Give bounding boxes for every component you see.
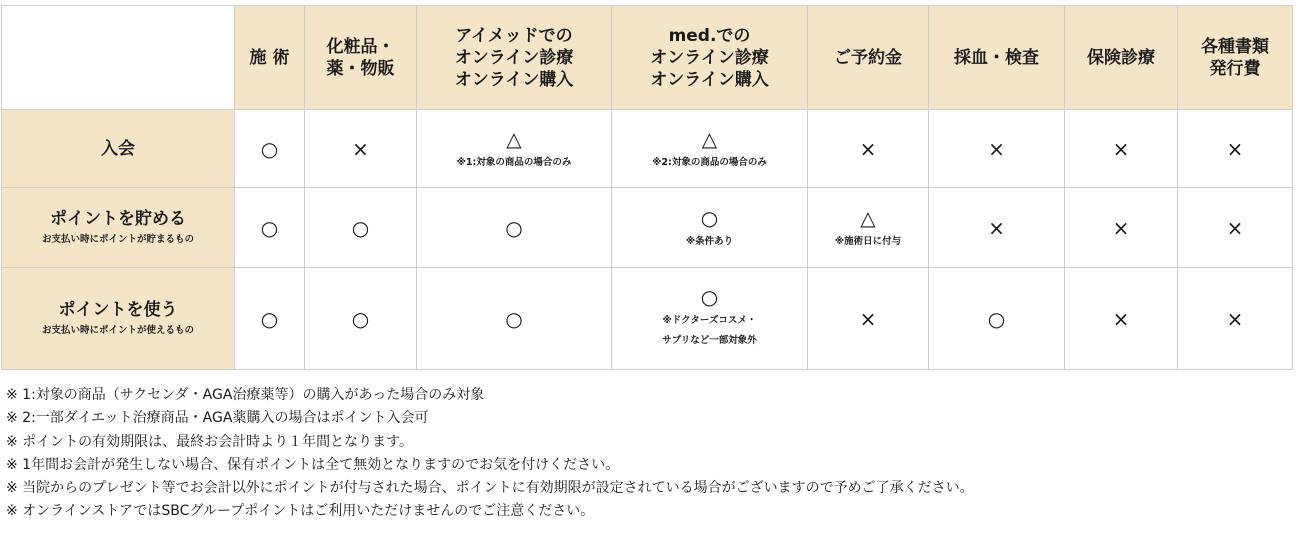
mark: ○ — [987, 306, 1006, 331]
mark: ○ — [505, 215, 523, 240]
row-header — [2, 110, 235, 188]
footnote: ※ 当院からのプレゼント等でお会計以外にポイントが付与された場合、ポイントに有効期限が設定されている場合がございますので予めご了承ください。 — [6, 480, 974, 497]
mark: × — [988, 136, 1005, 161]
mark: △ — [860, 205, 876, 230]
row-header — [2, 188, 235, 268]
mark: ○ — [505, 306, 523, 331]
table-cell — [612, 188, 808, 268]
col-label: 保険診療 — [1087, 47, 1155, 68]
table-cell — [417, 268, 612, 370]
footnote: ※ 2:一部ダイエット治療商品・AGA薬購入の場合はポイント入会可 — [6, 410, 429, 427]
footnotes — [6, 384, 1296, 524]
col-label: 各種書類 発行費 — [1201, 36, 1269, 79]
col-label: med.での オンライン診療 オンライン購入 — [650, 25, 769, 90]
mark: × — [988, 215, 1005, 240]
table-cell — [1178, 268, 1293, 370]
col-header-treatment — [235, 6, 305, 110]
mark: × — [1226, 136, 1244, 161]
table-row-earn-points — [2, 188, 1293, 268]
mark: ○ — [700, 205, 719, 230]
cell-note: ※1:対象の商品の場合のみ — [456, 156, 572, 168]
cell-note: ※施術日に付与 — [834, 235, 902, 247]
table-cell — [929, 110, 1065, 188]
col-header-imed-online — [417, 6, 612, 110]
mark: △ — [701, 126, 718, 151]
col-header-cosmetics — [305, 6, 417, 110]
table-cell — [1065, 268, 1178, 370]
cell-note: ※ドクターズコスメ・ — [662, 314, 757, 326]
col-header-documents — [1178, 6, 1293, 110]
table-cell — [305, 110, 417, 188]
row-label: ポイントを貯める — [50, 208, 186, 229]
row-sublabel: お支払い時にポイントが使えるもの — [41, 324, 194, 336]
table-cell — [417, 110, 612, 188]
table-row-join — [2, 110, 1293, 188]
mark: ○ — [260, 136, 279, 161]
mark: × — [1226, 306, 1244, 331]
table-cell — [808, 188, 929, 268]
row-label: ポイントを使う — [58, 299, 178, 320]
mark: × — [859, 136, 877, 161]
col-label: 採血・検査 — [954, 47, 1039, 68]
table-cell — [808, 268, 929, 370]
table-cell — [1065, 188, 1178, 268]
footnote: ※ オンラインストアではSBCグループポイントはご利用いただけませんのでご注意ください。 — [6, 503, 595, 520]
col-label: ご予約金 — [834, 47, 902, 68]
table-cell — [305, 188, 417, 268]
table-cell — [1178, 110, 1293, 188]
col-label: アイメッドでの オンライン診療 オンライン購入 — [454, 25, 574, 90]
table-cell — [417, 188, 612, 268]
mark: ○ — [700, 284, 719, 309]
row-sublabel: お支払い時にポイントが貯まるもの — [41, 233, 194, 245]
row-label: 入会 — [101, 138, 135, 159]
footnote: ※ 1:対象の商品（サクセンダ・AGA治療薬等）の購入があった場合のみ対象 — [6, 387, 485, 403]
col-label: 施 術 — [249, 47, 290, 68]
mark: ○ — [260, 306, 279, 331]
mark: × — [1226, 215, 1244, 240]
footnote: ※ 1年間お会計が発生しない場合、保有ポイントは全て無効となりますのでお気を付けください。 — [6, 456, 620, 473]
footnote: ※ ポイントの有効期限は、最終お会計時より１年間となります。 — [6, 433, 414, 450]
mark: × — [352, 136, 369, 161]
mark: × — [1112, 215, 1130, 240]
table-cell — [235, 188, 305, 268]
mark: × — [1112, 136, 1130, 161]
mark: ○ — [351, 306, 370, 331]
table-cell — [929, 268, 1065, 370]
table-cell — [808, 110, 929, 188]
table-cell — [235, 110, 305, 188]
table-row-use-points — [2, 268, 1293, 370]
table-cell — [305, 268, 417, 370]
row-header — [2, 268, 235, 370]
table-cell — [612, 110, 808, 188]
corner-cell — [2, 6, 235, 110]
points-table — [1, 5, 1293, 370]
table-cell — [612, 268, 808, 370]
cell-note: ※2:対象の商品の場合のみ — [652, 156, 767, 168]
col-label: 化粧品・ 薬・物販 — [326, 36, 395, 79]
cell-note: ※条件あり — [685, 235, 734, 247]
mark: ○ — [351, 215, 370, 240]
cell-note-line2: サプリなど一部対象外 — [662, 334, 757, 346]
col-header-blood-test — [929, 6, 1065, 110]
table-cell — [1178, 188, 1293, 268]
header-row — [2, 6, 1293, 110]
mark: × — [859, 306, 877, 331]
table-cell — [1065, 110, 1178, 188]
table-cell — [235, 268, 305, 370]
mark: △ — [506, 126, 522, 151]
table-cell — [929, 188, 1065, 268]
col-header-med-online — [612, 6, 808, 110]
mark: × — [1112, 306, 1130, 331]
mark: ○ — [260, 215, 279, 240]
col-header-deposit — [808, 6, 929, 110]
col-header-insurance — [1065, 6, 1178, 110]
